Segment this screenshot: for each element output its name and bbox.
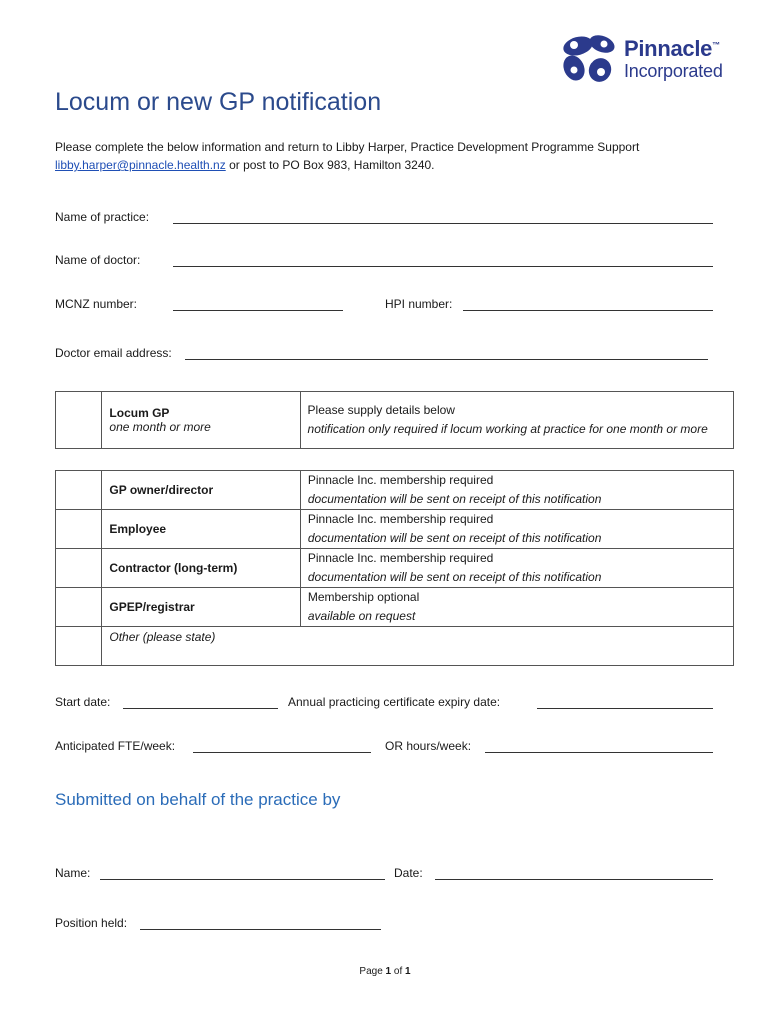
role-detail: Pinnacle Inc. membership required [307,473,494,487]
roles-table [55,470,734,666]
logo-word-pinnacle: Pinnacle™ [624,36,720,61]
table-row [56,471,734,510]
mcnz-field[interactable] [173,310,343,311]
name-field[interactable] [100,879,385,880]
role-detail-cell [300,549,733,588]
role-label-cell [102,471,301,510]
table-row [56,627,734,666]
practice-label: Name of practice: [55,210,150,224]
doctor-field[interactable] [173,266,713,267]
locum-note: notification only required if locum working at practice for one month or more [307,422,708,436]
page-title: Locum or new GP notification [55,88,382,116]
doctor-email-label: Doctor email address: [55,346,172,360]
hours-field[interactable] [485,752,713,753]
intro-address: or post to PO Box 983, Hamilton 3240. [225,158,435,172]
role-note: documentation will be sent on receipt of this notification [307,492,602,506]
role-label-cell [102,549,301,588]
role-detail: Pinnacle Inc. membership required [307,512,494,526]
role-label-cell [102,588,301,627]
role-checkbox[interactable] [56,510,102,549]
role-note: available on request [307,609,416,623]
fte-field[interactable] [193,752,371,753]
position-field[interactable] [140,929,381,930]
role-label: GPEP/registrar [109,600,195,614]
locum-table [55,391,734,449]
locum-sub: one month or more [109,420,211,434]
role-checkbox[interactable] [56,588,102,627]
intro-text: Please complete the below information and return to Libby Harper, Practice Development Programme Support [55,140,640,154]
other-label: Other (please state) [109,630,216,644]
role-detail: Membership optional [307,590,420,604]
role-detail-cell [300,588,733,627]
role-checkbox[interactable] [56,549,102,588]
role-note: documentation will be sent on receipt of this notification [307,531,602,545]
role-detail-cell [300,471,733,510]
submitted-heading: Submitted on behalf of the practice by [55,790,341,809]
pinnacle-logo [560,30,750,86]
role-label: GP owner/director [109,483,214,497]
practice-field[interactable] [173,223,713,224]
page-footer: Page 1 of 1 [359,966,411,977]
apc-expiry-label: Annual practicing certificate expiry date: [288,695,501,709]
role-label: Employee [109,522,167,536]
mcnz-label: MCNZ number: [55,297,138,311]
name-label: Name: [55,866,91,880]
role-checkbox[interactable] [56,471,102,510]
pinnacle-flower-icon [560,32,622,84]
email-link[interactable]: libby.harper@pinnacle.health.nz [55,158,226,172]
table-row [56,510,734,549]
role-detail: Pinnacle Inc. membership required [307,551,494,565]
logo-word-incorporated: Incorporated [624,61,723,81]
start-date-field[interactable] [123,708,278,709]
hpi-field[interactable] [463,310,713,311]
locum-detail-cell [300,392,733,449]
table-row [56,549,734,588]
role-label: Contractor (long-term) [109,561,238,575]
role-detail-cell [300,510,733,549]
role-note: documentation will be sent on receipt of this notification [307,570,602,584]
date-label: Date: [394,866,423,880]
locum-detail: Please supply details below [307,403,455,417]
doctor-label: Name of doctor: [55,253,141,267]
hpi-label: HPI number: [385,297,453,311]
doctor-email-field[interactable] [185,359,708,360]
intro-paragraph [55,138,735,174]
apc-expiry-field[interactable] [537,708,713,709]
date-field[interactable] [435,879,713,880]
position-label: Position held: [55,916,128,930]
locum-checkbox[interactable] [56,392,102,449]
role-label-cell [102,510,301,549]
fte-label: Anticipated FTE/week: [55,739,176,753]
table-row [56,588,734,627]
hours-label: OR hours/week: [385,739,472,753]
other-cell[interactable] [102,627,734,666]
other-checkbox[interactable] [56,627,102,666]
locum-label: Locum GP [109,406,170,420]
locum-label-cell [102,392,300,449]
start-date-label: Start date: [55,695,111,709]
